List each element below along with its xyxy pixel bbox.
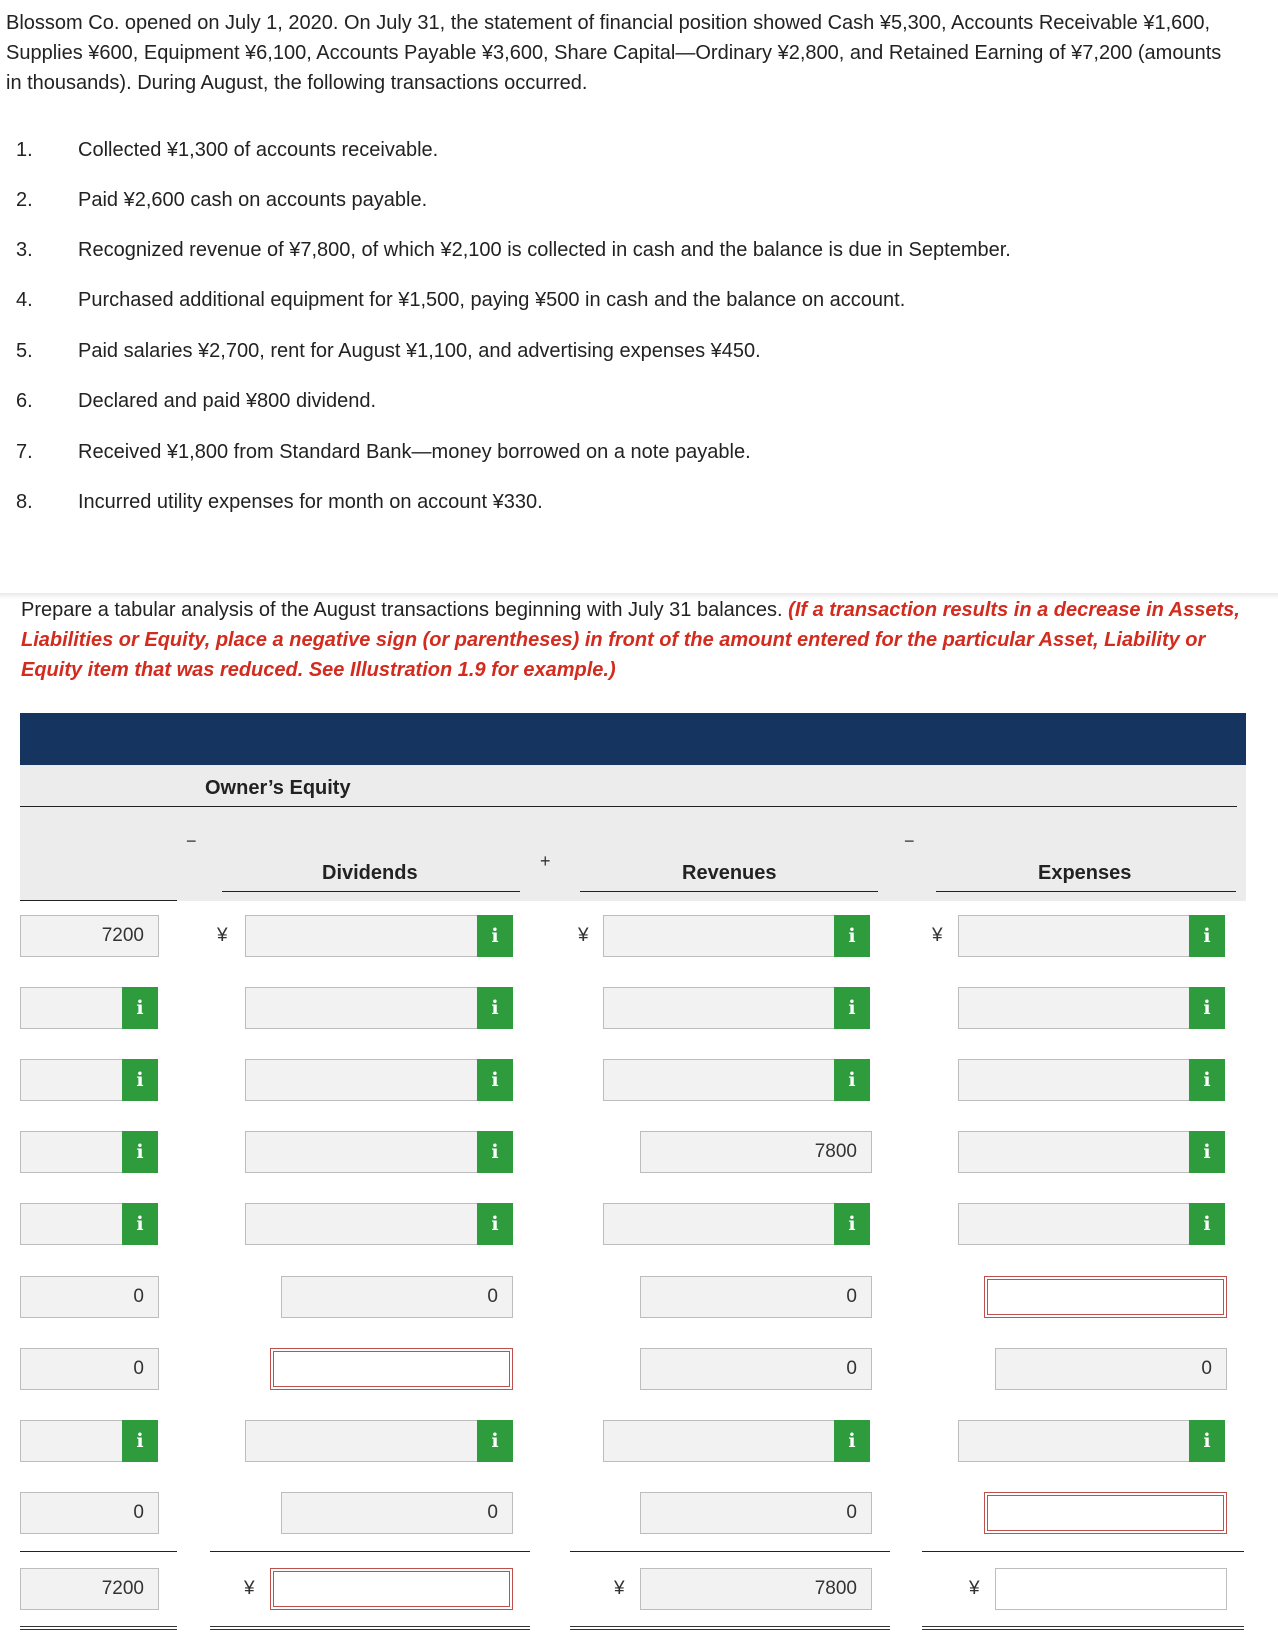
revenues-input[interactable] [603,1059,839,1101]
total-rule [210,1551,530,1552]
currency-symbol: ¥ [578,925,589,946]
transaction-number: 1. [16,139,33,161]
expenses-input[interactable] [984,1276,1227,1318]
retained-earnings-input[interactable]: 0 [20,1348,159,1390]
column-header-row [20,807,1246,901]
retained-earnings-input[interactable]: 0 [20,1276,159,1318]
expenses-input[interactable] [958,1203,1194,1245]
retained-earnings-input[interactable] [20,1420,126,1462]
transaction-number: 7. [16,441,33,463]
revenues-input[interactable] [603,1203,839,1245]
column-header-rule [936,891,1236,892]
info-icon[interactable]: i [122,1203,158,1245]
expenses-input[interactable] [958,1420,1194,1462]
retained-earnings-input[interactable] [20,1131,126,1173]
info-icon[interactable]: i [122,1420,158,1462]
double-underline [922,1626,1244,1630]
info-icon[interactable]: i [1189,915,1225,957]
instructions-text: Prepare a tabular analysis of the August transactions beginning with July 31 balances. [21,599,783,621]
revenues-input[interactable] [603,987,839,1029]
info-icon[interactable]: i [122,987,158,1029]
transaction-text: Received ¥1,800 from Standard Bank—money borrowed on a note payable. [78,441,751,463]
group-header-row [20,765,1246,807]
table-header-band [20,713,1246,765]
expenses-input[interactable] [958,987,1194,1029]
info-icon[interactable]: i [834,1059,870,1101]
dividends-input[interactable]: 0 [281,1492,513,1534]
revenues-header: Revenues [682,862,777,884]
retained-earnings-input[interactable]: 0 [20,1492,159,1534]
retained-earnings-input[interactable]: 7200 [20,915,159,957]
instructions [21,595,1251,685]
owners-equity-header: Owner’s Equity [205,777,351,799]
transaction-text: Purchased additional equipment for ¥1,500, paying ¥500 in cash and the balance on account. [78,289,906,311]
info-icon[interactable]: i [1189,1059,1225,1101]
revenues-total[interactable]: 7800 [640,1568,872,1610]
retained-earnings-input[interactable] [20,1059,126,1101]
dividends-input[interactable] [245,915,481,957]
retained-earnings-total[interactable]: 7200 [20,1568,159,1610]
transaction-text: Recognized revenue of ¥7,800, of which ¥2,100 is collected in cash and the balance is due in September. [78,239,1011,261]
column-header-rule [580,891,878,892]
dividends-header: Dividends [322,862,418,884]
info-icon[interactable]: i [477,1059,513,1101]
info-icon[interactable]: i [477,915,513,957]
dividends-input[interactable] [245,1059,481,1101]
double-underline [570,1626,890,1630]
revenues-input[interactable]: 7800 [640,1131,872,1173]
column-header-rule [20,900,177,901]
plus-operator: + [540,851,551,871]
dividends-total[interactable] [270,1568,513,1610]
transaction-text: Collected ¥1,300 of accounts receivable. [78,139,439,161]
currency-symbol: ¥ [969,1578,980,1599]
transaction-number: 6. [16,390,33,412]
currency-symbol: ¥ [932,925,943,946]
info-icon[interactable]: i [834,1203,870,1245]
double-underline [210,1626,530,1630]
expenses-total[interactable] [995,1568,1227,1610]
info-icon[interactable]: i [122,1131,158,1173]
info-icon[interactable]: i [122,1059,158,1101]
transaction-number: 3. [16,239,33,261]
expenses-input[interactable] [958,1059,1194,1101]
dividends-input[interactable] [270,1348,513,1390]
retained-earnings-input[interactable] [20,987,126,1029]
info-icon[interactable]: i [477,1131,513,1173]
transaction-text: Incurred utility expenses for month on account ¥330. [78,491,543,513]
info-icon[interactable]: i [834,1420,870,1462]
minus-operator: − [186,831,197,851]
transaction-text: Declared and paid ¥800 dividend. [78,390,376,412]
minus-operator: − [904,831,915,851]
expenses-input[interactable] [958,915,1194,957]
total-rule [570,1551,890,1552]
revenues-input[interactable] [603,1420,839,1462]
expenses-header: Expenses [1038,862,1132,884]
info-icon[interactable]: i [834,915,870,957]
revenues-input[interactable]: 0 [640,1492,872,1534]
transaction-number: 8. [16,491,33,513]
info-icon[interactable]: i [477,1203,513,1245]
revenues-input[interactable]: 0 [640,1348,872,1390]
info-icon[interactable]: i [477,1420,513,1462]
revenues-input[interactable] [603,915,839,957]
revenues-input[interactable]: 0 [640,1276,872,1318]
dividends-input[interactable] [245,1131,481,1173]
info-icon[interactable]: i [834,987,870,1029]
currency-symbol: ¥ [614,1578,625,1599]
expenses-input[interactable] [958,1131,1194,1173]
expenses-input[interactable] [984,1492,1227,1534]
problem-intro: Blossom Co. opened on July 1, 2020. On July 31, the statement of financial position showed Cash ¥5,300, Accounts Receivable ¥1,600, Supplies ¥600, Equipment ¥6,100, Accounts Payable ¥3,600, Share Capital—Ordinary ¥2,800, and Retained Earning of ¥7,200 (amounts in thousands). During August, the following transactions occurred. [6,12,1222,94]
transaction-number: 2. [16,189,33,211]
dividends-input[interactable] [245,987,481,1029]
double-underline [20,1626,177,1630]
currency-symbol: ¥ [217,925,228,946]
info-icon[interactable]: i [1189,1420,1225,1462]
total-rule [20,1551,177,1552]
currency-symbol: ¥ [244,1578,255,1599]
info-icon[interactable]: i [1189,1203,1225,1245]
instructions-note: (If a transaction results in a decrease in Assets, Liabilities or Equity, place a negative sign (or parentheses) in front of the amount entered for the particular Asset, Liability or Equity item that was reduced. See Illustration 1.9 for example.) [21,599,1240,681]
column-header-rule [222,891,520,892]
expenses-input[interactable]: 0 [995,1348,1227,1390]
transaction-text: Paid ¥2,600 cash on accounts payable. [78,189,428,211]
info-icon[interactable]: i [1189,987,1225,1029]
info-icon[interactable]: i [477,987,513,1029]
dividends-input[interactable]: 0 [281,1276,513,1318]
info-icon[interactable]: i [1189,1131,1225,1173]
dividends-input[interactable] [245,1420,481,1462]
transaction-number: 5. [16,340,33,362]
transaction-number: 4. [16,289,33,311]
retained-earnings-input[interactable] [20,1203,126,1245]
transaction-text: Paid salaries ¥2,700, rent for August ¥1,100, and advertising expenses ¥450. [78,340,761,362]
total-rule [922,1551,1244,1552]
dividends-input[interactable] [245,1203,481,1245]
